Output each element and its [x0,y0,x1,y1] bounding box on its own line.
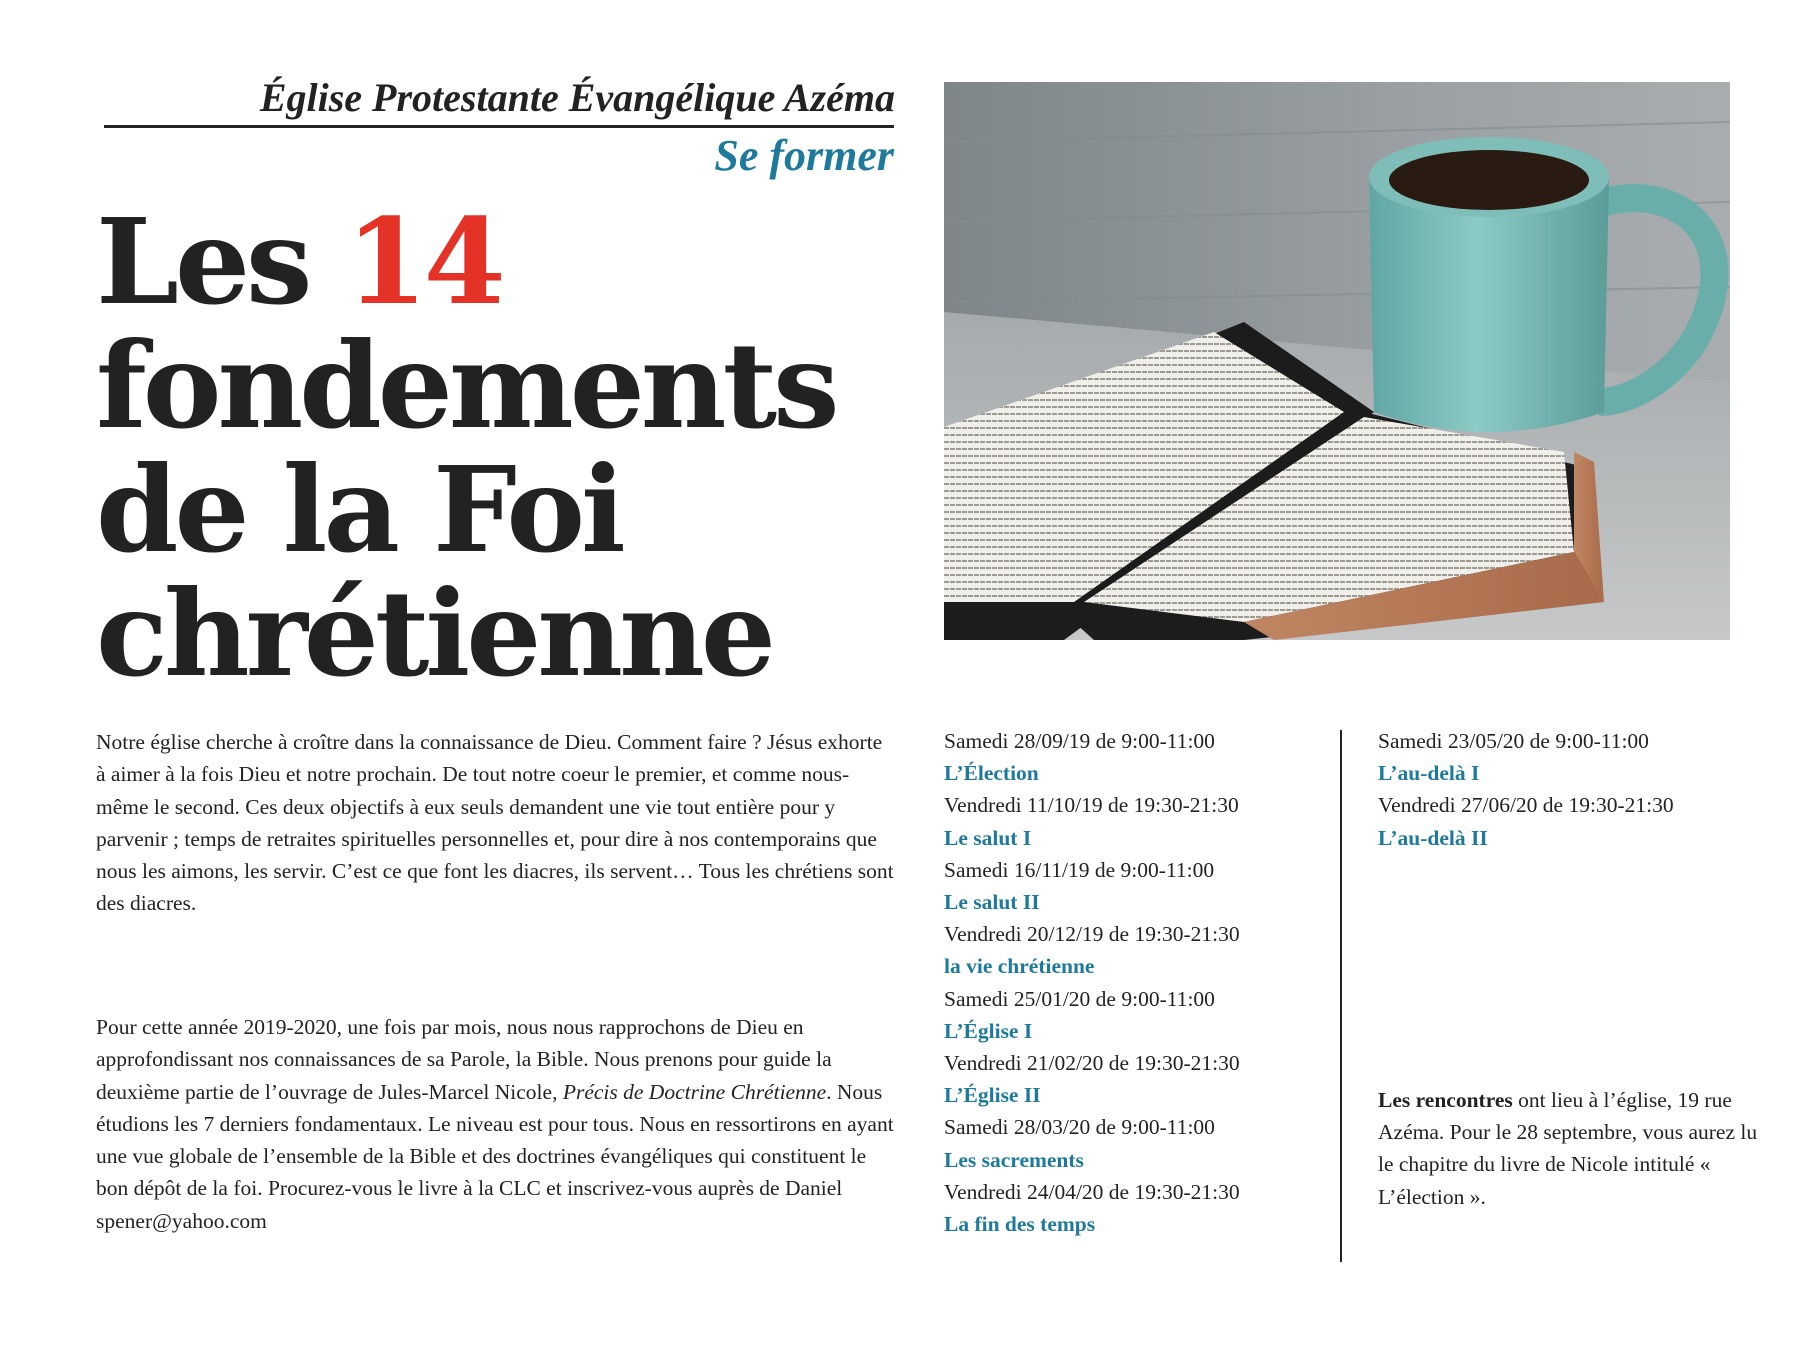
session-date: Vendredi 24/04/20 de 19:30-21:30 [944,1179,1240,1204]
title-part1: Les [96,192,346,331]
church-name: Église Protestante Évangélique Azéma [259,75,895,120]
session-date: Samedi 25/01/20 de 9:00-11:00 [944,986,1215,1011]
intro-paragraph-2-end: . Nous étudions les 7 derniers fondamentaux. Le niveau est pour tous. Nous en ressortirons en ayant une vue globale de l’ensemble de la Bible et des doctrines évangéliques qui constituent le bon dépôt de la foi. Procurez-vous le livre à la CLC et inscrivez-vous auprès de Daniel spener@yahoo.com [96,1079,894,1233]
session-topic: la vie chrétienne [944,954,1095,979]
session-topic: L’au-delà II [1378,825,1488,850]
header-rule [104,125,894,128]
bible-and-coffee-mug-photo [944,82,1730,640]
schedule-column-1 [944,725,1324,1240]
session-date: Samedi 23/05/20 de 9:00-11:00 [1378,729,1649,753]
schedule-column-2 [1378,725,1758,854]
title-line4: chrétienne [96,564,772,703]
session-date: Samedi 16/11/19 de 9:00-11:00 [944,857,1215,882]
session-topic: Le salut I [944,825,1032,850]
intro-paragraph-1-text: Notre église cherche à croître dans la connaissance de Dieu. Comment faire ? Jésus exhorte à aimer à la fois Dieu et notre prochain. De tout notre coeur le premier, et comme nous-même le second. Ces deux objectifs à eux seuls demandent une vie tout entière pour y parvenir ; temps de retraites spirituelles personnelles et, pour dire à nos contemporains que nous les aimons, les servir. C’est ce que font les diacres, ils servent… Tous les chrétiens sont des diacres. [96,730,894,916]
meeting-text: ont lieu à l’église, 19 rue Azéma. Pour le 28 septembre, vous aurez lu le chapitre du livre de Nicole intitulé « L’élection ». [1378,1088,1758,1209]
title-line3: de la Foi [96,440,622,579]
section-title: Se former [714,131,894,180]
column-divider [1340,730,1342,1262]
title-line2: fondements [96,316,836,455]
session-topic: L’au-delà I [1378,761,1480,786]
intro-paragraph-2 [96,1011,896,1237]
session-date: Vendredi 11/10/19 de 19:30-21:30 [944,793,1239,818]
session-topic: Les sacrements [944,1147,1084,1172]
session-topic: L’Église I [944,1018,1033,1043]
session-date: Vendredi 21/02/20 de 19:30-21:30 [944,1051,1240,1076]
session-topic: L’Église II [944,1083,1041,1108]
session-date: Vendredi 20/12/19 de 19:30-21:30 [944,922,1240,947]
book-title: Précis de Doctrine Chrétienne [562,1079,827,1104]
meeting-lead: Les rencontres [1378,1088,1513,1112]
session-topic: Le salut II [944,890,1040,915]
session-topic: L’Élection [944,761,1039,786]
title-number: 14 [345,192,502,331]
session-date: Samedi 28/03/20 de 9:00-11:00 [944,1115,1215,1140]
session-date: Samedi 28/09/19 de 9:00-11:00 [944,729,1215,753]
intro-paragraph-1 [96,726,896,920]
session-topic: La fin des temps [944,1212,1096,1237]
meeting-info [1378,1084,1758,1213]
session-date: Vendredi 27/06/20 de 19:30-21:30 [1378,793,1674,818]
page-title [96,192,886,703]
intro-paragraph-2-start: Pour cette année 2019-2020, une fois par mois, nous nous rapprochons de Dieu en approfondissant nos connaissances de sa Parole, la Bible. Nous prenons pour guide la deuxième partie de l’ouvrage de Jules-Marcel Nicole, [96,1015,832,1104]
